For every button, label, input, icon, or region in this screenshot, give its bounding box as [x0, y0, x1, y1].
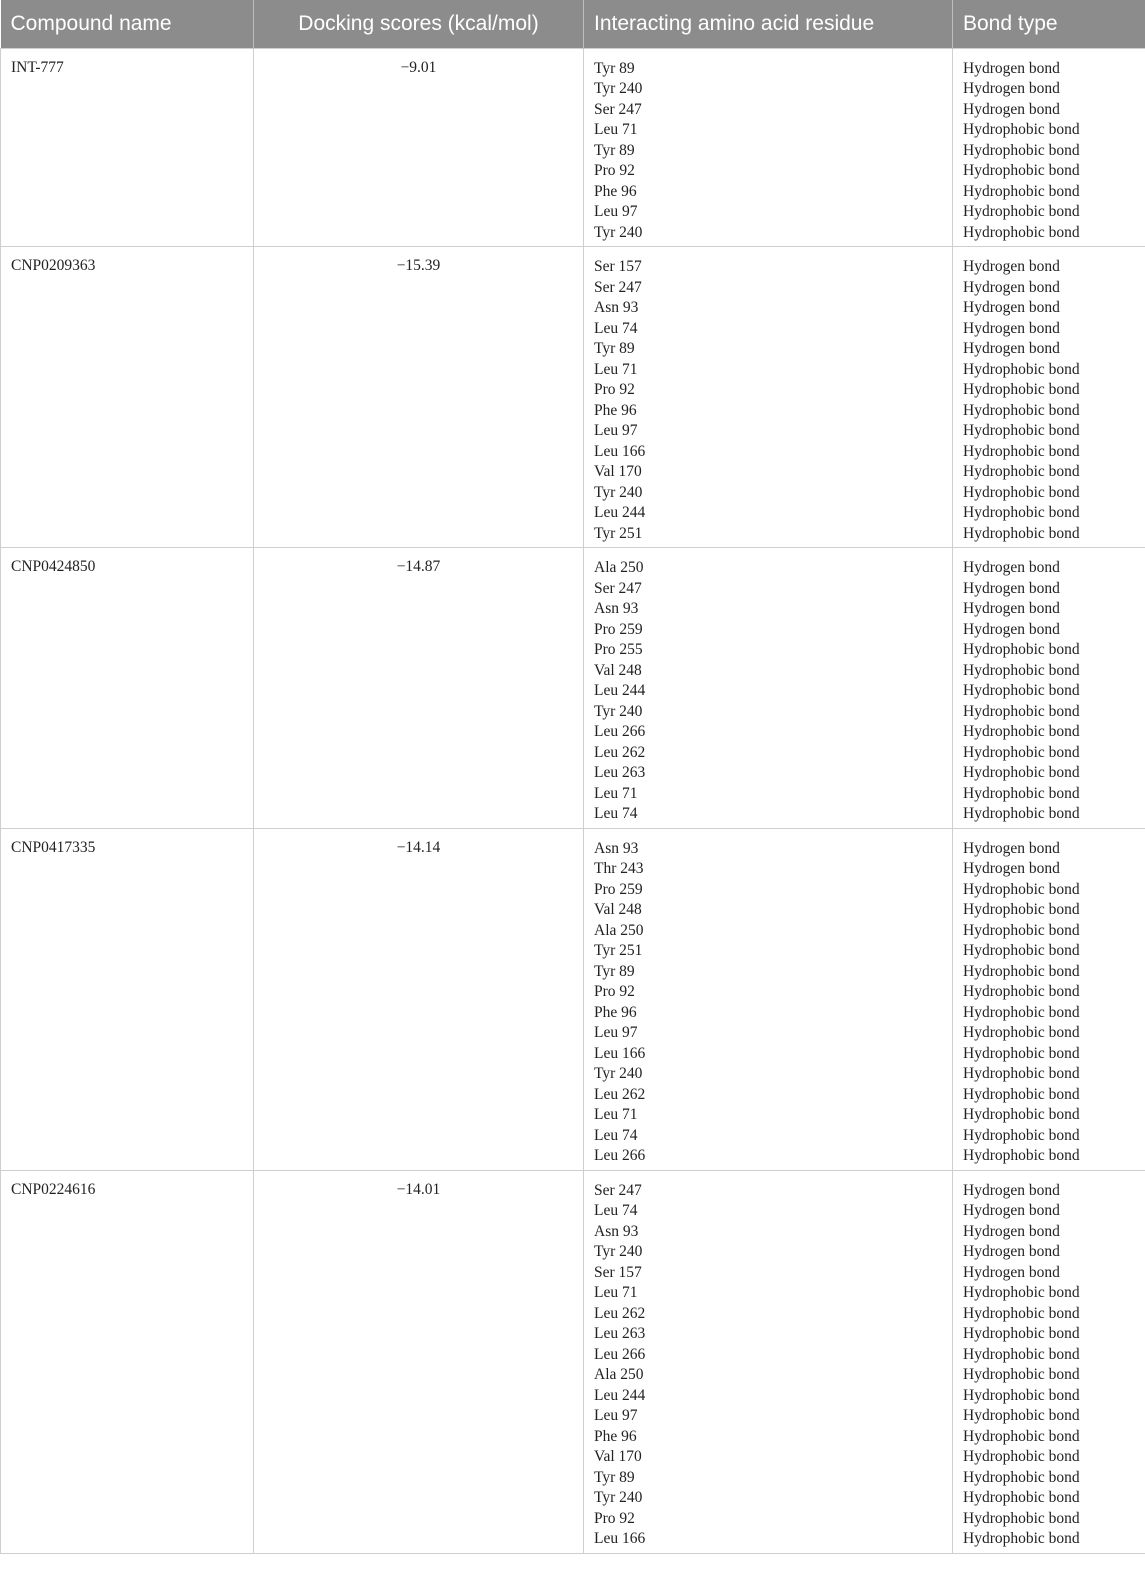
bond-type-item: Hydrogen bond: [963, 559, 1060, 576]
residue-item: Ser 247: [594, 579, 642, 597]
bond-type-item: Hydrophobic bond: [963, 723, 1080, 740]
bond-type-item: Hydrophobic bond: [963, 1085, 1080, 1103]
residue-item: Tyr 240: [594, 1489, 643, 1506]
bond-type-item: Hydrophobic bond: [963, 381, 1080, 398]
header-row: [1, 0, 1145, 48]
bond-type-item: Hydrophobic bond: [963, 1065, 1080, 1082]
residue-item: Asn 93: [594, 600, 639, 617]
residue-item: Leu 97: [594, 1024, 638, 1041]
residue-item: Tyr 89: [594, 59, 635, 77]
residue-item: Ser 247: [594, 1181, 642, 1199]
residue-item: Leu 71: [594, 1106, 638, 1123]
residue-item: Leu 71: [594, 784, 638, 802]
residue-item: Leu 244: [594, 682, 646, 699]
table-row: [1, 1170, 1145, 1553]
bond-type-item: Hydrophobic bond: [963, 360, 1080, 378]
bond-type-item: Hydrophobic bond: [963, 1126, 1080, 1144]
residue-item: Tyr 240: [594, 1065, 643, 1082]
residue-item: Ser 157: [594, 1263, 642, 1281]
bond-type-item: Hydrogen bond: [963, 1202, 1060, 1219]
docking-score-cell: −14.14: [254, 828, 584, 1170]
residue-item: Leu 71: [594, 121, 638, 138]
residue-item: Leu 262: [594, 1304, 646, 1322]
bond-type-item: Hydrophobic bond: [963, 805, 1080, 822]
compound-name-cell: CNP0424850: [1, 548, 254, 829]
table-row: [1, 828, 1145, 1170]
residue-item: Ser 247: [594, 278, 642, 296]
residue-item: Leu 97: [594, 422, 638, 439]
residue-list-cell: [584, 247, 953, 548]
residue-item: Pro 255: [594, 641, 643, 658]
bond-type-item: Hydrogen bond: [963, 340, 1060, 357]
bond-type-item: Hydrophobic bond: [963, 942, 1080, 959]
residue-item: Pro 92: [594, 1509, 635, 1527]
residue-item: Tyr 89: [594, 141, 635, 159]
residue-item: Leu 74: [594, 805, 638, 822]
bond-type-list-cell: [953, 48, 1145, 247]
bond-type-list-cell: [953, 548, 1145, 829]
residue-item: Leu 97: [594, 1407, 638, 1424]
residue-item: Leu 166: [594, 442, 646, 460]
residue-item: Pro 259: [594, 620, 643, 638]
bond-type-item: Hydrophobic bond: [963, 422, 1080, 439]
residue-item: Val 170: [594, 463, 642, 480]
bond-type-item: Hydrophobic bond: [963, 1427, 1080, 1445]
bond-type-item: Hydrophobic bond: [963, 504, 1080, 521]
bond-type-item: Hydrophobic bond: [963, 1304, 1080, 1322]
bond-type-item: Hydrophobic bond: [963, 442, 1080, 460]
docking-score-cell: −9.01: [254, 48, 584, 247]
bond-type-item: Hydrogen bond: [963, 620, 1060, 638]
bond-type-item: Hydrophobic bond: [963, 182, 1080, 200]
bond-type-item: Hydrophobic bond: [963, 141, 1080, 159]
bond-type-item: Hydrophobic bond: [963, 223, 1080, 241]
residue-item: Leu 74: [594, 1126, 638, 1144]
residue-item: Val 248: [594, 661, 642, 679]
residue-item: Tyr 251: [594, 942, 643, 959]
bond-type-item: Hydrogen bond: [963, 258, 1060, 275]
residue-item: Thr 243: [594, 860, 644, 877]
bond-type-item: Hydrogen bond: [963, 1222, 1060, 1240]
bond-type-item: Hydrogen bond: [963, 860, 1060, 877]
residue-item: Asn 93: [594, 839, 639, 857]
bond-type-item: Hydrophobic bond: [963, 1024, 1080, 1041]
bond-type-item: Hydrogen bond: [963, 278, 1060, 296]
bond-type-item: Hydrophobic bond: [963, 1386, 1080, 1404]
residue-item: Phe 96: [594, 401, 637, 419]
bond-type-item: Hydrophobic bond: [963, 1407, 1080, 1424]
bond-type-item: Hydrophobic bond: [963, 682, 1080, 699]
bond-type-item: Hydrophobic bond: [963, 1284, 1080, 1301]
residue-item: Asn 93: [594, 1222, 639, 1240]
bond-type-item: Hydrophobic bond: [963, 661, 1080, 679]
residue-item: Tyr 240: [594, 702, 643, 720]
docking-score-cell: −15.39: [254, 247, 584, 548]
bond-type-list-cell: [953, 247, 1145, 548]
bond-type-item: Hydrogen bond: [963, 59, 1060, 77]
bond-type-item: Hydrogen bond: [963, 600, 1060, 617]
bond-type-item: Hydrophobic bond: [963, 743, 1080, 761]
bond-type-item: Hydrogen bond: [963, 1243, 1060, 1260]
header-compound-name: Compound name: [1, 0, 254, 48]
residue-item: Phe 96: [594, 1003, 637, 1021]
bond-type-item: Hydrogen bond: [963, 839, 1060, 857]
bond-type-item: Hydrogen bond: [963, 319, 1060, 337]
bond-type-item: Hydrophobic bond: [963, 162, 1080, 179]
residue-item: Ser 157: [594, 258, 642, 275]
residue-item: Pro 92: [594, 983, 635, 1000]
residue-item: Leu 262: [594, 1085, 646, 1103]
residue-item: Ala 250: [594, 1366, 644, 1383]
residue-list-cell: [584, 1170, 953, 1553]
bond-type-item: Hydrophobic bond: [963, 1325, 1080, 1342]
residue-item: Tyr 240: [594, 1243, 643, 1260]
bond-type-item: Hydrophobic bond: [963, 1530, 1080, 1547]
bond-type-item: Hydrophobic bond: [963, 203, 1080, 220]
residue-item: Leu 71: [594, 360, 638, 378]
residue-item: Val 248: [594, 901, 642, 918]
residue-item: Tyr 89: [594, 1468, 635, 1486]
table-header: [1, 0, 1145, 48]
compound-name-cell: CNP0209363: [1, 247, 254, 548]
bond-type-item: Hydrophobic bond: [963, 764, 1080, 781]
table-row: [1, 548, 1145, 829]
residue-item: Phe 96: [594, 182, 637, 200]
residue-item: Pro 92: [594, 162, 635, 179]
residue-item: Pro 92: [594, 381, 635, 398]
residue-item: Leu 71: [594, 1284, 638, 1301]
residue-item: Leu 263: [594, 764, 646, 781]
bond-type-item: Hydrogen bond: [963, 1181, 1060, 1199]
docking-score-cell: −14.01: [254, 1170, 584, 1553]
bond-type-item: Hydrophobic bond: [963, 1003, 1080, 1021]
bond-type-item: Hydrophobic bond: [963, 962, 1080, 980]
bond-type-item: Hydrophobic bond: [963, 483, 1080, 501]
table-body: [1, 48, 1145, 1553]
residue-item: Leu 263: [594, 1325, 646, 1342]
bond-type-item: Hydrophobic bond: [963, 1448, 1080, 1465]
residue-item: Leu 97: [594, 203, 638, 220]
bond-type-item: Hydrophobic bond: [963, 1366, 1080, 1383]
residue-item: Tyr 240: [594, 483, 643, 501]
table-row: [1, 247, 1145, 548]
bond-type-item: Hydrophobic bond: [963, 463, 1080, 480]
compound-name-cell: CNP0417335: [1, 828, 254, 1170]
bond-type-list-cell: [953, 828, 1145, 1170]
compound-name-cell: CNP0224616: [1, 1170, 254, 1553]
bond-type-item: Hydrogen bond: [963, 1263, 1060, 1281]
residue-list-cell: [584, 48, 953, 247]
bond-type-item: Hydrophobic bond: [963, 921, 1080, 939]
bond-type-item: Hydrogen bond: [963, 100, 1060, 118]
bond-type-item: Hydrophobic bond: [963, 784, 1080, 802]
header-bond-type: Bond type: [953, 0, 1145, 48]
bond-type-item: Hydrophobic bond: [963, 880, 1080, 898]
bond-type-item: Hydrophobic bond: [963, 524, 1080, 542]
header-docking-scores: Docking scores (kcal/mol): [254, 0, 584, 48]
residue-list-cell: [584, 828, 953, 1170]
bond-type-item: Hydrogen bond: [963, 80, 1060, 97]
bond-type-item: Hydrophobic bond: [963, 702, 1080, 720]
residue-item: Tyr 240: [594, 223, 643, 241]
bond-type-item: Hydrophobic bond: [963, 1468, 1080, 1486]
residue-item: Tyr 89: [594, 340, 635, 357]
table-row: [1, 48, 1145, 247]
residue-item: Pro 259: [594, 880, 643, 898]
residue-item: Leu 266: [594, 723, 646, 740]
residue-item: Leu 74: [594, 319, 638, 337]
residue-item: Leu 244: [594, 504, 646, 521]
residue-item: Leu 166: [594, 1044, 646, 1062]
docking-score-cell: −14.87: [254, 548, 584, 829]
residue-item: Asn 93: [594, 299, 639, 316]
residue-item: Leu 266: [594, 1345, 646, 1363]
residue-item: Leu 166: [594, 1530, 646, 1547]
residue-item: Tyr 251: [594, 524, 643, 542]
bond-type-list-cell: [953, 1170, 1145, 1553]
residue-item: Ala 250: [594, 921, 644, 939]
residue-item: Tyr 240: [594, 80, 643, 97]
bond-type-item: Hydrophobic bond: [963, 401, 1080, 419]
residue-item: Leu 266: [594, 1147, 646, 1164]
header-interacting-residue: Interacting amino acid residue: [584, 0, 953, 48]
bond-type-item: Hydrophobic bond: [963, 1106, 1080, 1123]
compound-name-cell: INT-777: [1, 48, 254, 247]
bond-type-item: Hydrophobic bond: [963, 1147, 1080, 1164]
residue-item: Tyr 89: [594, 962, 635, 980]
residue-item: Ala 250: [594, 559, 644, 576]
bond-type-item: Hydrophobic bond: [963, 983, 1080, 1000]
residue-item: Phe 96: [594, 1427, 637, 1445]
bond-type-item: Hydrogen bond: [963, 579, 1060, 597]
bond-type-item: Hydrophobic bond: [963, 1509, 1080, 1527]
bond-type-item: Hydrogen bond: [963, 299, 1060, 316]
bond-type-item: Hydrophobic bond: [963, 1345, 1080, 1363]
bond-type-item: Hydrophobic bond: [963, 1489, 1080, 1506]
bond-type-item: Hydrophobic bond: [963, 641, 1080, 658]
residue-item: Leu 244: [594, 1386, 646, 1404]
bond-type-item: Hydrophobic bond: [963, 1044, 1080, 1062]
residue-item: Leu 74: [594, 1202, 638, 1219]
residue-item: Leu 262: [594, 743, 646, 761]
bond-type-item: Hydrophobic bond: [963, 901, 1080, 918]
residue-list-cell: [584, 548, 953, 829]
residue-item: Val 170: [594, 1448, 642, 1465]
residue-item: Ser 247: [594, 100, 642, 118]
bond-type-item: Hydrophobic bond: [963, 121, 1080, 138]
